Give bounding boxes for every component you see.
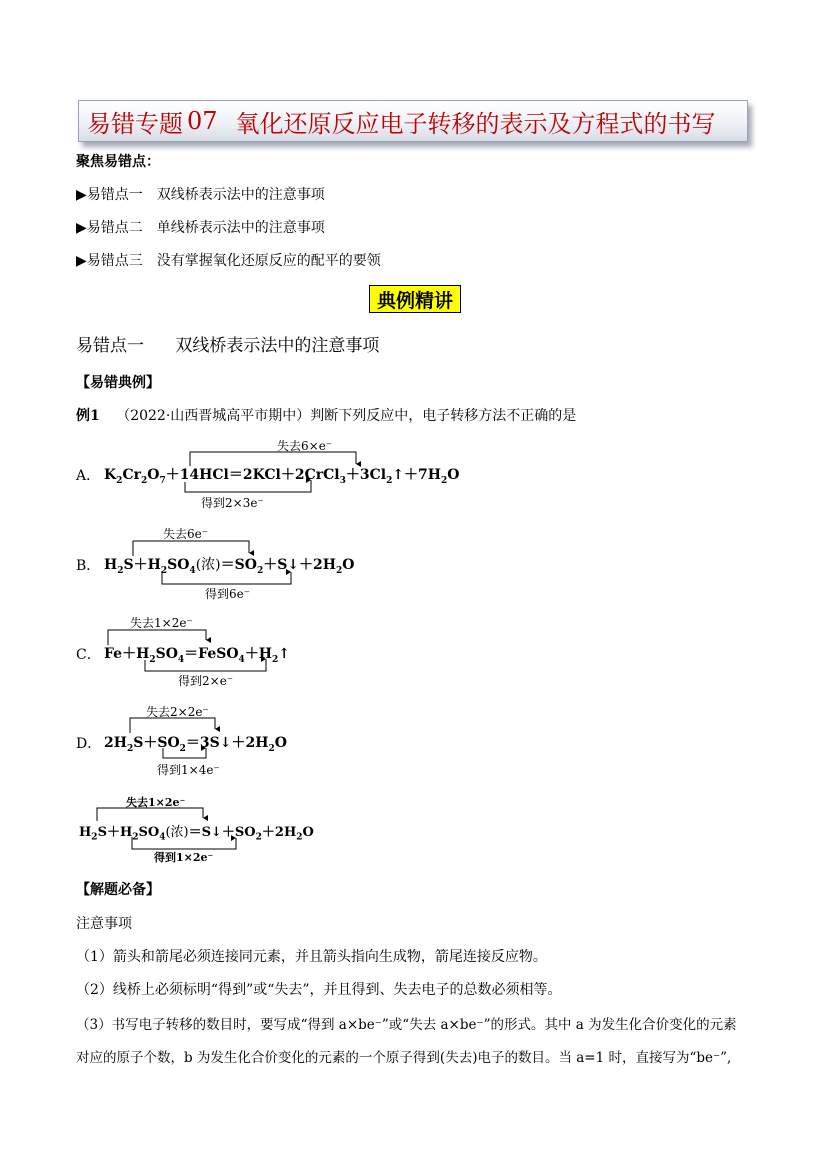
note-1: （1）箭头和箭尾必须连接同元素，并且箭头指向生成物，箭尾连接反应物。 [76, 949, 547, 965]
example-badge: 典例精讲 [369, 285, 461, 313]
example-text: （2022·山西晋城高平市期中）判断下列反应中，电子转移方法不正确的是 [116, 408, 577, 424]
option-c-top: 失去1×2e⁻ [130, 616, 193, 630]
focus-heading: 聚焦易错点： [76, 154, 160, 170]
note-4: 对应的原子个数，b 为发生化合价变化的元素的一个原子得到(失去)电子的数目。当 a=1 时，直接写为“be⁻”, [76, 1050, 732, 1066]
example-label: 例1 [76, 408, 100, 424]
note-2: （2）线桥上必须标明“得到”或“失去”，并且得到、失去电子的总数必须相等。 [76, 982, 562, 998]
option-b-bottom: 得到6e⁻ [205, 587, 251, 601]
option-d-bottom: 得到1×4e⁻ [157, 763, 220, 777]
option-b-label: B． [76, 558, 101, 574]
option-d-top: 失去2×2e⁻ [146, 705, 209, 719]
title-prefix: 易错专题 [87, 109, 183, 138]
option-a-equation: $K_2Cr_2O_7+14HCl=2KCl+2CrCl_3+3Cl_2↑+7H_2O$ [104, 467, 460, 486]
option-e-bottom: 得到1×2e⁻ [154, 851, 214, 864]
option-d-equation: $2H_2S+SO_2=3S↓+2H_2O$ [104, 735, 287, 754]
option-c-equation: $Fe+H_2SO_4=FeSO_4+H_2↑$ [104, 646, 291, 665]
point-3: ▶易错点三 没有掌握氧化还原反应的配平的要领 [76, 253, 381, 269]
option-c-label: C． [76, 647, 101, 663]
option-a-top: 失去6×e⁻ [277, 439, 333, 453]
title-number: 07 [187, 107, 218, 135]
option-d-label: D． [76, 736, 102, 752]
section-heading [76, 331, 379, 356]
example-line [76, 405, 576, 425]
notes-heading: 注意事项 [76, 916, 132, 932]
option-a-label: A． [76, 468, 101, 484]
example-heading: 【易错典例】 [76, 375, 160, 391]
solution-heading: 【解题必备】 [76, 882, 160, 898]
option-c-bottom: 得到2×e⁻ [178, 674, 234, 688]
title-text: 氧化还原反应电子转移的表示及方程式的书写 [235, 109, 716, 138]
section-text: 双线桥表示法中的注意事项 [175, 336, 380, 356]
option-a-bottom: 得到2×3e⁻ [201, 496, 264, 510]
title-banner [78, 100, 748, 142]
note-3: （3）书写电子转移的数目时，要写成“得到 a×be⁻”或“失去 a×be⁻”的形式。其中 a 为发生化合价变化的元素 [76, 1017, 737, 1033]
point-2: ▶易错点二 单线桥表示法中的注意事项 [76, 220, 325, 236]
point-1: ▶易错点一 双线桥表示法中的注意事项 [76, 187, 325, 203]
section-label: 易错点一 [76, 336, 144, 356]
option-b-top: 失去6e⁻ [163, 527, 209, 541]
option-e-equation: $H_2S+H_2SO_4$(浓)$=S↓+SO_2+2H_2O$ [79, 825, 314, 843]
option-b-equation: $H_2S+H_2SO_4$(浓)$=SO_2+S↓+2H_2O$ [104, 557, 355, 576]
option-e-top: 失去1×2e⁻ [126, 796, 186, 809]
